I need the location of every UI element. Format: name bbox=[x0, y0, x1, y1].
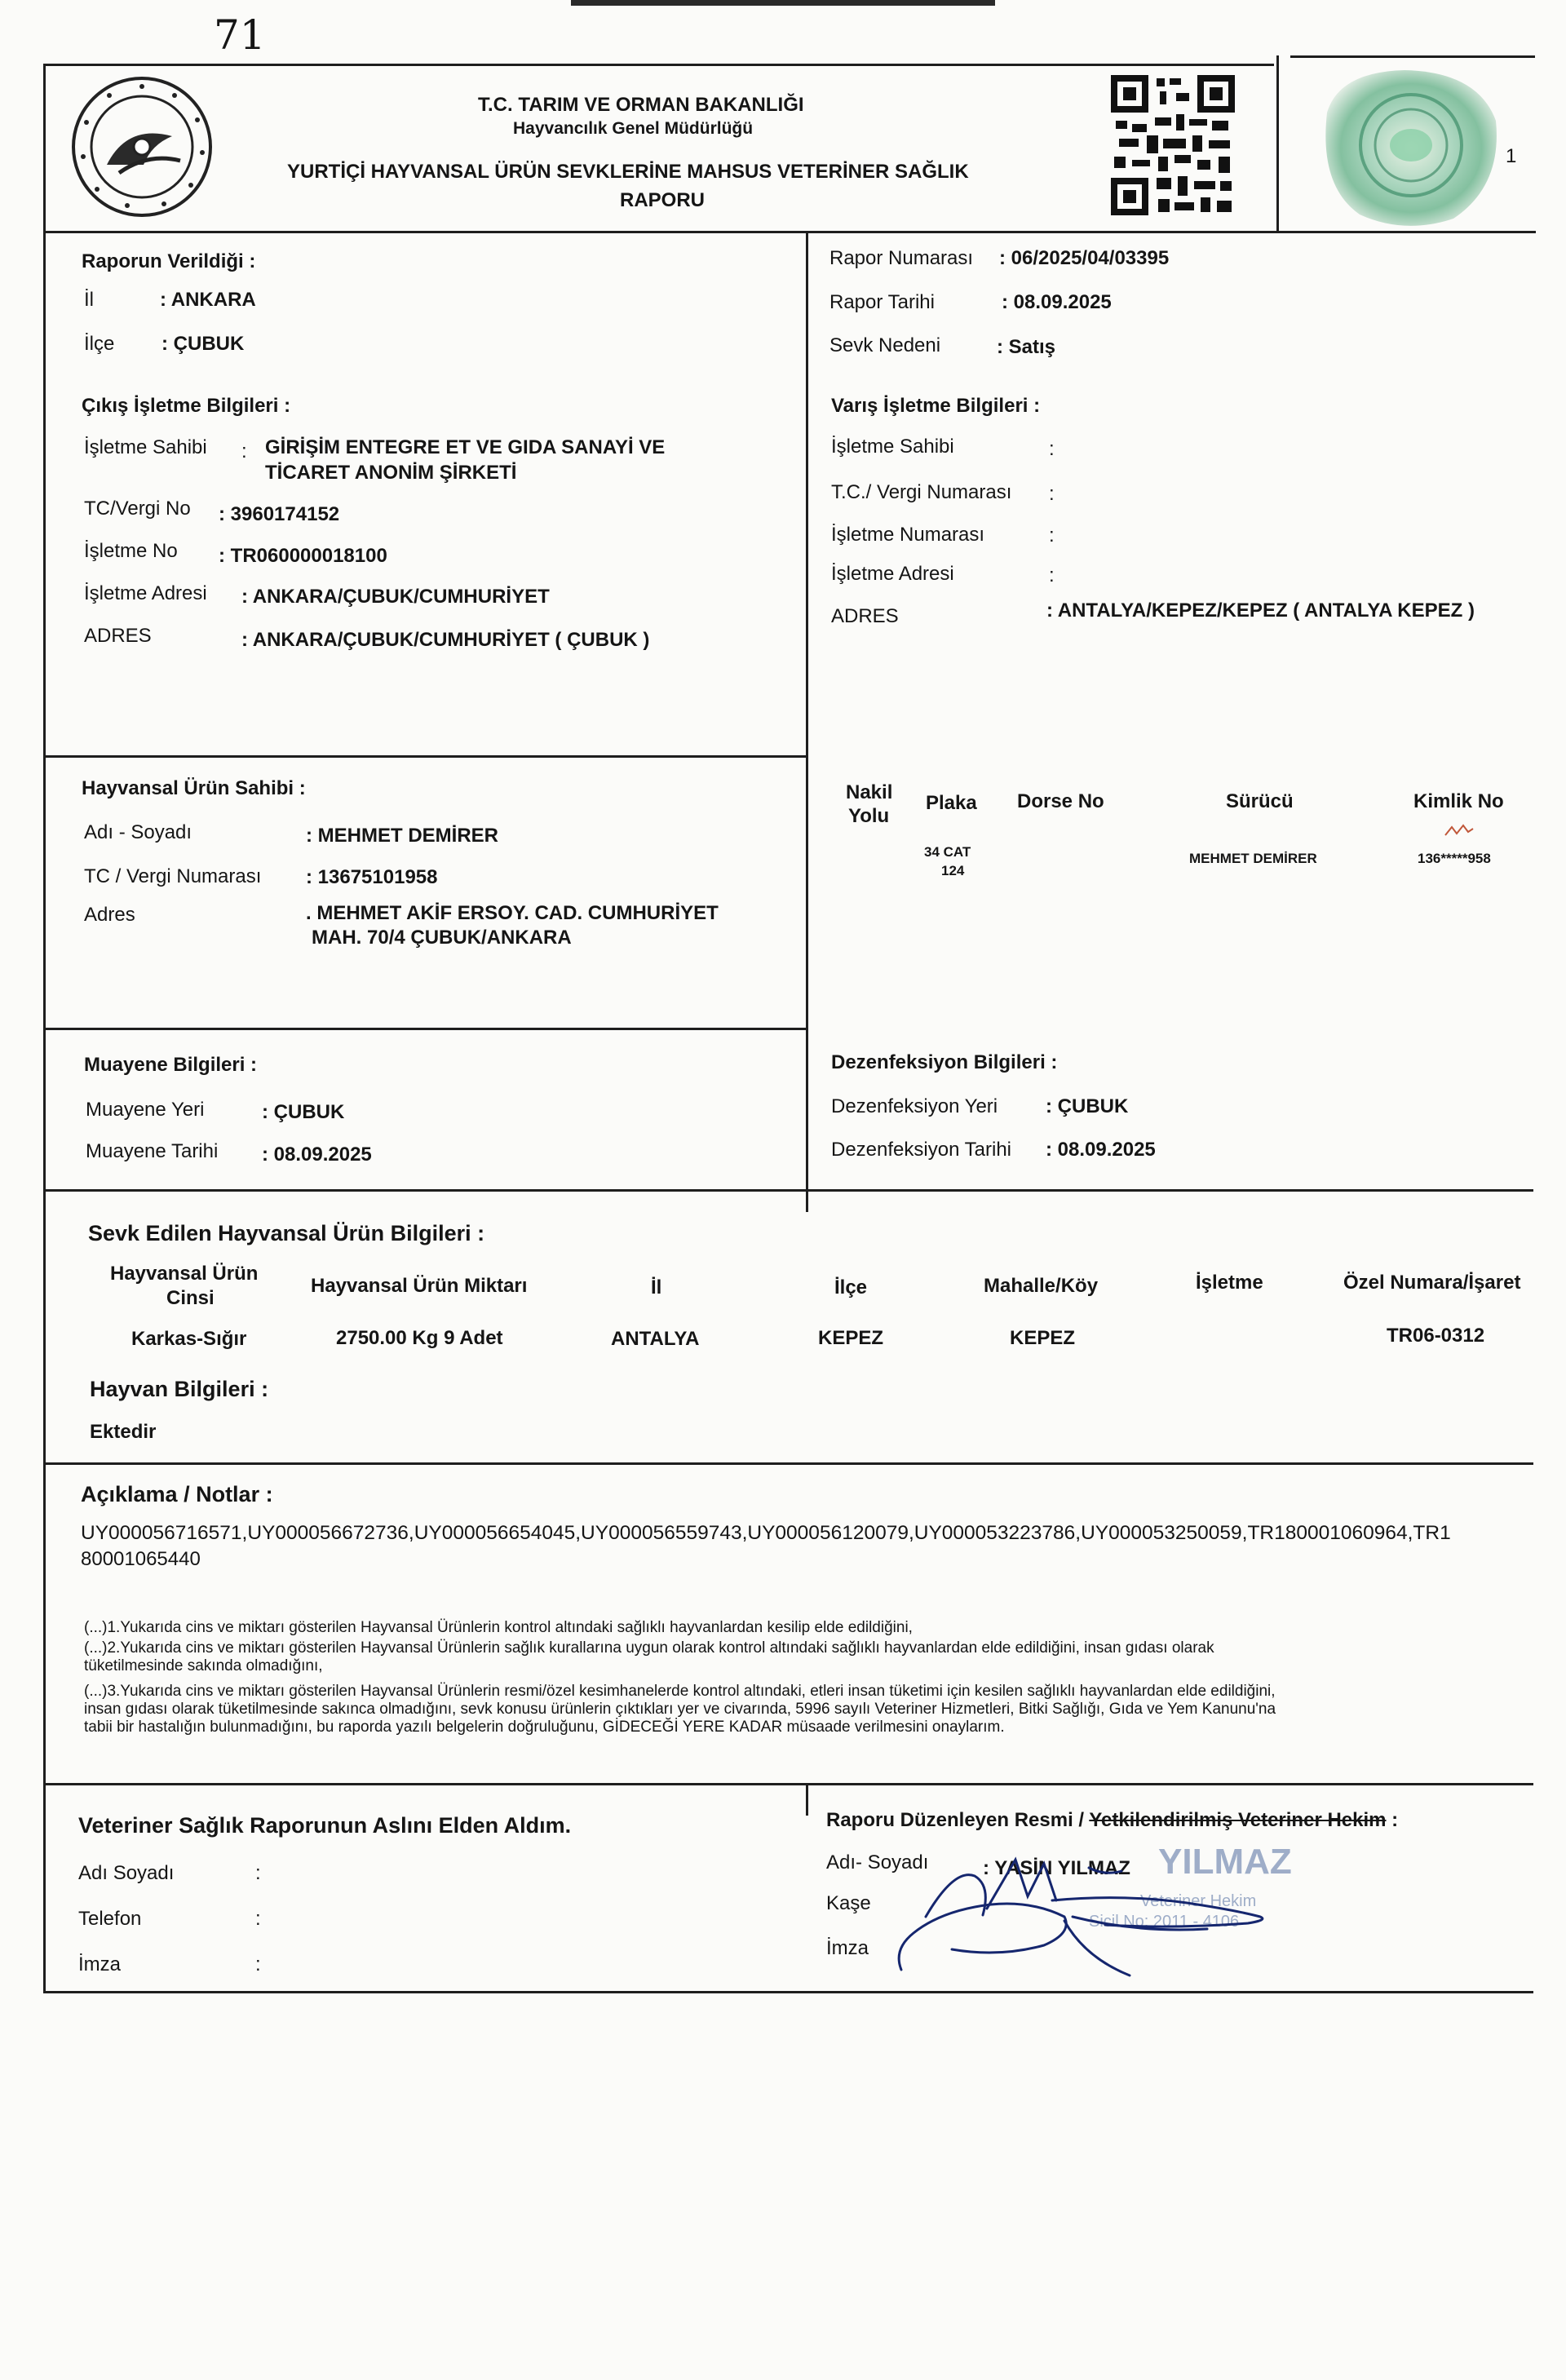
origin-owner-value-line2: TİCARET ANONİM ŞİRKETİ bbox=[265, 462, 517, 484]
receipt-heading: Veteriner Sağlık Raporunun Aslını Elden Aldım. bbox=[78, 1813, 572, 1838]
vet-name-value: : YASİN YILMAZ bbox=[983, 1857, 1130, 1879]
legal-clause-2a: (...)2.Yukarıda cins ve miktarı gösterilen Hayvansal Ürünlerin sağlık kurallarına uygun olarak kontrol altındaki sağlıklı hayvanlardan elde edildiğini, insan gıdası olarak bbox=[84, 1639, 1214, 1657]
origin-no-label: İşletme No bbox=[84, 540, 178, 562]
transport-header-kimlik: Kimlik No bbox=[1413, 790, 1504, 812]
receipt-name-colon: : bbox=[255, 1862, 261, 1884]
issued-ilce-value: : ÇUBUK bbox=[161, 333, 245, 355]
origin-address-label: İşletme Adresi bbox=[84, 582, 207, 604]
inspection-date-value: : 08.09.2025 bbox=[262, 1144, 372, 1166]
inspection-heading: Muayene Bilgileri : bbox=[84, 1054, 258, 1076]
disinfection-place-label: Dezenfeksiyon Yeri bbox=[831, 1095, 998, 1117]
transport-driver: MEHMET DEMİRER bbox=[1189, 851, 1317, 866]
vet-handwritten-signature bbox=[877, 1819, 1334, 1990]
disinfection-heading: Dezenfeksiyon Bilgileri : bbox=[831, 1051, 1058, 1073]
origin-no-value: : TR060000018100 bbox=[219, 545, 387, 567]
origin-owner-value-line1: GİRİŞİM ENTEGRE ET VE GIDA SANAYİ VE bbox=[265, 436, 666, 458]
signature-bottom-border bbox=[43, 1991, 1533, 1993]
legal-clause-2b: tüketilmesinde sakında olmadığını, bbox=[84, 1657, 323, 1674]
destination-owner-label: İşletme Sahibi bbox=[831, 436, 954, 458]
shipment-heading: Sevk Edilen Hayvansal Ürün Bilgileri : bbox=[88, 1221, 485, 1245]
receipt-phone-label: Telefon bbox=[78, 1908, 142, 1930]
product-owner-tax-value: : 13675101958 bbox=[306, 866, 438, 888]
id-no-scribble bbox=[1444, 822, 1476, 838]
transport-header-yolu: Yolu bbox=[848, 805, 890, 827]
outer-left-border bbox=[43, 64, 46, 232]
destination-no-label: İşletme Numarası bbox=[831, 524, 985, 546]
disinfection-place-value: : ÇUBUK bbox=[1046, 1095, 1129, 1117]
transport-id-no: 136*****958 bbox=[1418, 851, 1491, 866]
shipment-col-mahalle: Mahalle/Köy bbox=[984, 1275, 1099, 1297]
shipment-col-amount: Hayvansal Ürün Miktarı bbox=[311, 1275, 528, 1297]
issued-il-value: : ANKARA bbox=[160, 289, 256, 311]
header-top-border-right bbox=[1290, 55, 1535, 58]
destination-address-colon: : bbox=[1049, 564, 1055, 586]
header-bottom-border bbox=[43, 231, 1536, 233]
product-owner-name-label: Adı - Soyadı bbox=[84, 821, 192, 843]
shipment-col-ilce: İlçe bbox=[834, 1276, 868, 1298]
receipt-name-label: Adı Soyadı bbox=[78, 1862, 175, 1884]
shipment-row-mahalle: KEPEZ bbox=[1010, 1327, 1076, 1349]
outer-left-border-2 bbox=[43, 231, 46, 1993]
transport-header-dorse: Dorse No bbox=[1017, 790, 1104, 812]
report-title-line2: RAPORU bbox=[620, 189, 706, 211]
product-owner-address-label: Adres bbox=[84, 904, 135, 926]
disinfection-date-value: : 08.09.2025 bbox=[1046, 1139, 1156, 1161]
col-divider-2 bbox=[806, 755, 808, 1212]
vet-stamp-name: YILMAZ bbox=[1158, 1842, 1292, 1882]
receipt-sign-colon: : bbox=[255, 1953, 261, 1975]
origin-heading: Çıkış İşletme Bilgileri : bbox=[82, 395, 291, 417]
disinfection-date-label: Dezenfeksiyon Tarihi bbox=[831, 1139, 1012, 1161]
shipment-col-ozel: Özel Numara/İşaret bbox=[1343, 1272, 1521, 1294]
destination-tax-label: T.C./ Vergi Numarası bbox=[831, 481, 1012, 503]
origin-tax-value: : 3960174152 bbox=[219, 503, 340, 525]
vet-stamp-line1: Veteriner Hekim bbox=[1140, 1892, 1257, 1910]
notes-line1: UY000056716571,UY000056672736,UY000056654045,UY000056559743,UY000056120079,UY000053223786,UY000053250059,TR180001060964,TR1 bbox=[81, 1522, 1451, 1544]
legal-clause-1: (...)1.Yukarıda cins ve miktarı gösterilen Hayvansal Ürünlerin kontrol altındaki sağlıklı hayvanlardan kesilip elde edildiğini, bbox=[84, 1619, 913, 1636]
vet-sign-label: İmza bbox=[826, 1937, 869, 1959]
notes-heading: Açıklama / Notlar : bbox=[81, 1482, 273, 1506]
handwritten-page-number: 71 bbox=[214, 11, 266, 59]
hologram-mark: 1 bbox=[1506, 145, 1517, 167]
vet-heading-text: Raporu Düzenleyen Resmi / bbox=[826, 1809, 1090, 1831]
col-divider-1 bbox=[806, 231, 808, 757]
shipment-reason-label: Sevk Nedeni bbox=[829, 334, 941, 356]
origin-address-value: : ANKARA/ÇUBUK/CUMHURİYET bbox=[241, 586, 550, 608]
vet-stamp-line2: Sicil No: 2011 - 4106 bbox=[1089, 1913, 1240, 1931]
origin-owner-label: İşletme Sahibi bbox=[84, 436, 207, 458]
legal-clause-3c: tabii bir hastalığın bulunmadığını, bu raporda yazılı belgelerin doğruluğunu, GİDECEĞİ YERE KADAR müsaade verilmesini onaylarım. bbox=[84, 1719, 1005, 1736]
origin-adres-value: : ANKARA/ÇUBUK/CUMHURİYET ( ÇUBUK ) bbox=[241, 629, 650, 651]
destination-owner-colon: : bbox=[1049, 438, 1055, 460]
product-owner-heading: Hayvansal Ürün Sahibi : bbox=[82, 777, 306, 799]
vet-name-label: Adı- Soyadı bbox=[826, 1851, 929, 1873]
shipment-col-type-line1: Hayvansal Ürün bbox=[110, 1263, 259, 1285]
report-number-label: Rapor Numarası bbox=[829, 247, 974, 269]
shipment-reason-value: : Satış bbox=[997, 336, 1056, 358]
vet-heading-end: : bbox=[1386, 1809, 1399, 1831]
legal-clause-3a: (...)3.Yukarıda cins ve miktarı gösterilen Hayvansal Ürünlerin resmi/özel kesimhanelerde kontrol altındaki, etleri insan tüketimi için kesilen sağlıklı hayvanlardan elde edildiğini, bbox=[84, 1683, 1276, 1700]
section3-bottom-border bbox=[43, 1189, 1533, 1192]
header-top-border bbox=[45, 64, 1274, 66]
vet-stamp-label: Kaşe bbox=[826, 1892, 871, 1914]
directorate-title: Hayvancılık Genel Müdürlüğü bbox=[513, 119, 754, 138]
notes-line2: 80001065440 bbox=[81, 1548, 201, 1570]
signature-top-border bbox=[43, 1783, 1533, 1785]
destination-tax-colon: : bbox=[1049, 483, 1055, 505]
destination-adres-label: ADRES bbox=[831, 605, 899, 627]
shipment-col-type-line2: Cinsi bbox=[166, 1287, 215, 1309]
vet-heading-struck: Yetkilendirilmiş Veteriner Hekim bbox=[1089, 1809, 1387, 1831]
shipment-row-amount: 2750.00 Kg 9 Adet bbox=[336, 1327, 503, 1349]
shipment-row-ozel: TR06-0312 bbox=[1387, 1325, 1485, 1347]
report-date-value: : 08.09.2025 bbox=[1002, 291, 1112, 313]
origin-adres-label: ADRES bbox=[84, 625, 152, 647]
inspection-date-label: Muayene Tarihi bbox=[86, 1140, 219, 1162]
transport-header-surucu: Sürücü bbox=[1226, 790, 1294, 812]
origin-owner-colon: : bbox=[241, 440, 247, 462]
issued-heading: Raporun Verildiği : bbox=[82, 250, 256, 272]
hologram-security-sticker bbox=[1315, 64, 1506, 235]
report-number-value: : 06/2025/04/03395 bbox=[999, 247, 1170, 269]
inspection-place-value: : ÇUBUK bbox=[262, 1101, 345, 1123]
destination-adres-value: : ANTALYA/KEPEZ/KEPEZ ( ANTALYA KEPEZ ) bbox=[1046, 599, 1475, 622]
section1-bottom-border bbox=[43, 755, 807, 758]
receipt-sign-label: İmza bbox=[78, 1953, 122, 1975]
ministry-title: T.C. TARIM VE ORMAN BAKANLIĞI bbox=[478, 94, 804, 116]
issued-ilce-label: İlçe bbox=[84, 333, 115, 355]
shipment-row-type: Karkas-Sığır bbox=[131, 1328, 247, 1350]
animal-value: Ektedir bbox=[90, 1421, 157, 1443]
shipment-row-ilce: KEPEZ bbox=[818, 1327, 884, 1349]
product-owner-tax-label: TC / Vergi Numarası bbox=[84, 865, 262, 887]
receipt-phone-colon: : bbox=[255, 1908, 261, 1930]
shipment-col-isletme: İşletme bbox=[1196, 1272, 1263, 1294]
inspection-place-label: Muayene Yeri bbox=[86, 1099, 205, 1121]
transport-plate-line1: 34 CAT bbox=[924, 844, 971, 860]
header-right-divider bbox=[1276, 55, 1279, 232]
transport-header-plaka: Plaka bbox=[926, 792, 977, 814]
shipment-col-il: İl bbox=[651, 1276, 662, 1298]
product-owner-name-value: : MEHMET DEMİRER bbox=[306, 825, 498, 847]
transport-header-nakil: Nakil bbox=[846, 781, 893, 803]
destination-heading: Varış İşletme Bilgileri : bbox=[831, 395, 1041, 417]
shipment-row-il: ANTALYA bbox=[611, 1328, 700, 1350]
destination-address-label: İşletme Adresi bbox=[831, 563, 954, 585]
transport-plate-line2: 124 bbox=[941, 863, 965, 878]
report-title-line1: YURTİÇİ HAYVANSAL ÜRÜN SEVKLERİNE MAHSUS VETERİNER SAĞLIK bbox=[287, 161, 969, 183]
signature-col-divider bbox=[806, 1783, 808, 1816]
report-date-label: Rapor Tarihi bbox=[829, 291, 935, 313]
product-owner-address-line1: . MEHMET AKİF ERSOY. CAD. CUMHURİYET bbox=[306, 902, 719, 924]
product-owner-address-line2: MAH. 70/4 ÇUBUK/ANKARA bbox=[312, 927, 572, 949]
top-scan-edge bbox=[571, 0, 995, 6]
ministry-logo-emblem bbox=[70, 75, 214, 219]
animal-heading: Hayvan Bilgileri : bbox=[90, 1377, 269, 1401]
section2-bottom-border bbox=[43, 1028, 807, 1030]
qr-code bbox=[1111, 75, 1235, 215]
section4-bottom-border bbox=[43, 1462, 1533, 1465]
issued-il-label: İl bbox=[84, 289, 94, 311]
destination-no-colon: : bbox=[1049, 524, 1055, 546]
legal-clause-3b: insan gıdası olarak tüketilmesinde sakınca olmadığını, sevk konusu ürünlerin çıktıkları yer ve civarında, 5996 sayılı Veteriner Hizmetleri, Bitki Sağlığı, Gıda ve Yem Kanunu'na bbox=[84, 1701, 1276, 1718]
origin-tax-label: TC/Vergi No bbox=[84, 498, 191, 520]
